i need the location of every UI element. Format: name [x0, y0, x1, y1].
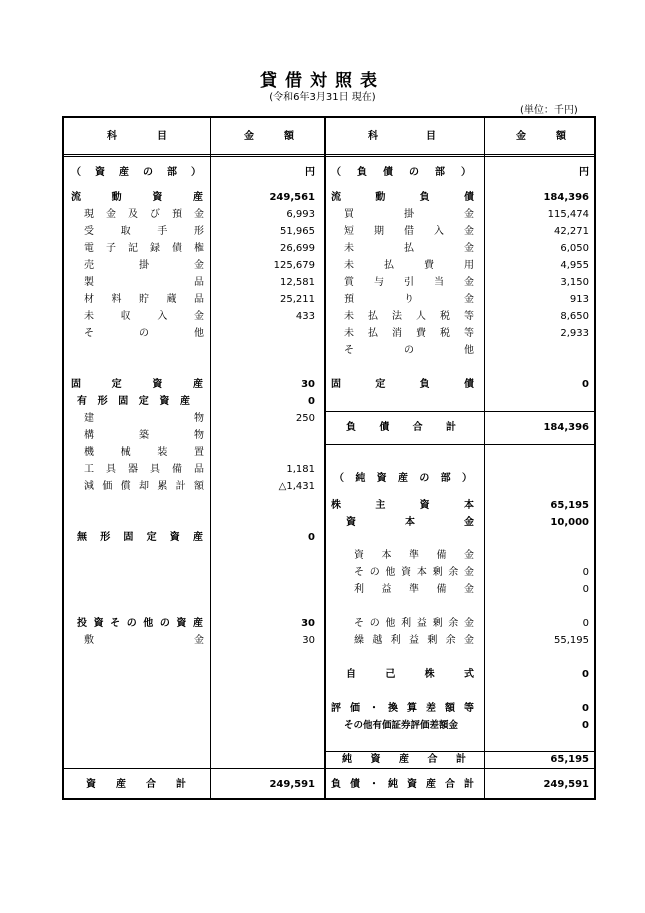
line-item-label: 短期借入金 [344, 226, 474, 237]
current-liabilities-value: 184,396 [543, 192, 589, 203]
line-item-label: 未払消費税等 [344, 328, 474, 339]
line-item-value: 3,150 [560, 277, 589, 288]
line-item-value: 125,679 [273, 260, 315, 271]
total-net-assets-label: 純資産合計 [342, 754, 466, 765]
current-liabilities-label: 流動負債 [331, 192, 474, 203]
line-item-label: その他利益剰余金 [354, 618, 474, 629]
line-item-label: 工具器具備品 [84, 464, 204, 475]
tangible-assets-label: 有形固定資産 [77, 396, 190, 407]
line-item-label: 現金及び預金 [84, 209, 204, 220]
intangible-assets-label: 無形固定資産 [77, 532, 203, 543]
line-item-label: その他資本剰余金 [354, 567, 474, 578]
unit-label: (単位：千円) [520, 105, 578, 116]
line-item-label: 預り金 [344, 294, 474, 305]
line-item-value: △1,431 [278, 481, 315, 492]
capital-value: 10,000 [550, 517, 589, 528]
line-item-label: 繰越利益剰余金 [354, 635, 474, 646]
securities-valuation-value: 0 [582, 720, 589, 731]
line-item-label: 利益準備金 [354, 584, 474, 595]
shareholders-equity-label: 株主資本 [331, 500, 474, 511]
valuation-value: 0 [582, 703, 589, 714]
divider [324, 118, 326, 798]
fixed-liabilities-label: 固定負債 [331, 379, 474, 390]
treasury-stock-value: 0 [582, 669, 589, 680]
as-of-date: (令和6年3月31日 現在) [269, 92, 376, 103]
line-item-value: 913 [569, 294, 589, 305]
divider [324, 411, 594, 412]
column-header-amount: 金額 [516, 131, 566, 142]
balance-sheet-table [62, 116, 596, 800]
total-assets-label: 資産合計 [86, 779, 186, 790]
line-item-label: 構築物 [84, 430, 204, 441]
divider [484, 118, 485, 798]
total-net-assets-value: 65,195 [550, 754, 589, 765]
divider [64, 156, 594, 157]
line-item-label: 建物 [84, 413, 204, 424]
line-item-label: 未払費用 [344, 260, 474, 271]
line-item-label: 未収入金 [84, 311, 204, 322]
line-item-label: 製品 [84, 277, 204, 288]
line-item-value: 433 [295, 311, 315, 322]
line-item-value: 12,581 [280, 277, 315, 288]
line-item-label: 賞与引当金 [344, 277, 474, 288]
total-liabilities-net-assets-value: 249,591 [543, 779, 589, 790]
line-item-value: 0 [582, 567, 589, 578]
investments-value: 30 [301, 618, 315, 629]
line-item-label: 材料貯蔵品 [84, 294, 204, 305]
line-item-label: 敷金 [84, 635, 204, 646]
line-item-label: 機械装置 [84, 447, 204, 458]
investments-label: 投資その他の資産 [77, 618, 203, 629]
line-item-value: 51,965 [280, 226, 315, 237]
securities-valuation-label: その他有価証券評価差額金 [344, 720, 459, 731]
intangible-assets-value: 0 [308, 532, 315, 543]
line-item-label: 受取手形 [84, 226, 204, 237]
line-item-value: 8,650 [560, 311, 589, 322]
line-item-value: 6,050 [560, 243, 589, 254]
line-item-value: 0 [582, 584, 589, 595]
line-item-label: その他 [344, 345, 474, 356]
line-item-label: その他 [84, 328, 204, 339]
total-liabilities-label: 負債合計 [346, 422, 456, 433]
line-item-label: 買掛金 [344, 209, 474, 220]
column-header-subject: 科目 [368, 131, 436, 142]
line-item-value: 42,271 [554, 226, 589, 237]
divider [324, 751, 594, 752]
total-liabilities-net-assets-label: 負債・純資産合計 [331, 779, 474, 790]
line-item-value: 250 [295, 413, 315, 424]
divider [324, 444, 594, 445]
line-item-value: 115,474 [547, 209, 589, 220]
divider [64, 768, 594, 769]
divider [64, 154, 594, 155]
line-item-value: 26,699 [280, 243, 315, 254]
assets-section-heading: （資産の部） [71, 167, 201, 178]
line-item-value: 55,195 [554, 635, 589, 646]
line-item-label: 減価償却累計額 [84, 481, 204, 492]
total-assets-value: 249,591 [269, 779, 315, 790]
line-item-label: 資本準備金 [354, 550, 474, 561]
line-item-value: 4,955 [560, 260, 589, 271]
tangible-assets-value: 0 [308, 396, 315, 407]
line-item-label: 電子記録債権 [84, 243, 204, 254]
line-item-label: 未払金 [344, 243, 474, 254]
divider [210, 118, 211, 798]
line-item-value: 25,211 [280, 294, 315, 305]
line-item-value: 2,933 [560, 328, 589, 339]
fixed-assets-value: 30 [301, 379, 315, 390]
line-item-value: 30 [302, 635, 315, 646]
current-assets-label: 流動資産 [71, 192, 203, 203]
line-item-label: 売掛金 [84, 260, 204, 271]
yen-label: 円 [305, 167, 315, 178]
liabilities-section-heading: （負債の部） [331, 167, 471, 178]
fixed-liabilities-value: 0 [582, 379, 589, 390]
line-item-value: 1,181 [286, 464, 315, 475]
fixed-assets-label: 固定資産 [71, 379, 203, 390]
page-title: 貸借対照表 [260, 71, 385, 91]
yen-label: 円 [579, 167, 589, 178]
current-assets-value: 249,561 [269, 192, 315, 203]
net-assets-section-heading: （純資産の部） [334, 473, 472, 484]
valuation-label: 評価・換算差額等 [331, 703, 474, 714]
column-header-subject: 科目 [107, 131, 167, 142]
line-item-value: 0 [582, 618, 589, 629]
shareholders-equity-value: 65,195 [550, 500, 589, 511]
treasury-stock-label: 自己株式 [346, 669, 474, 680]
line-item-label: 未払法人税等 [344, 311, 474, 322]
capital-label: 資本金 [346, 517, 474, 528]
column-header-amount: 金額 [244, 131, 294, 142]
total-liabilities-value: 184,396 [543, 422, 589, 433]
line-item-value: 6,993 [286, 209, 315, 220]
